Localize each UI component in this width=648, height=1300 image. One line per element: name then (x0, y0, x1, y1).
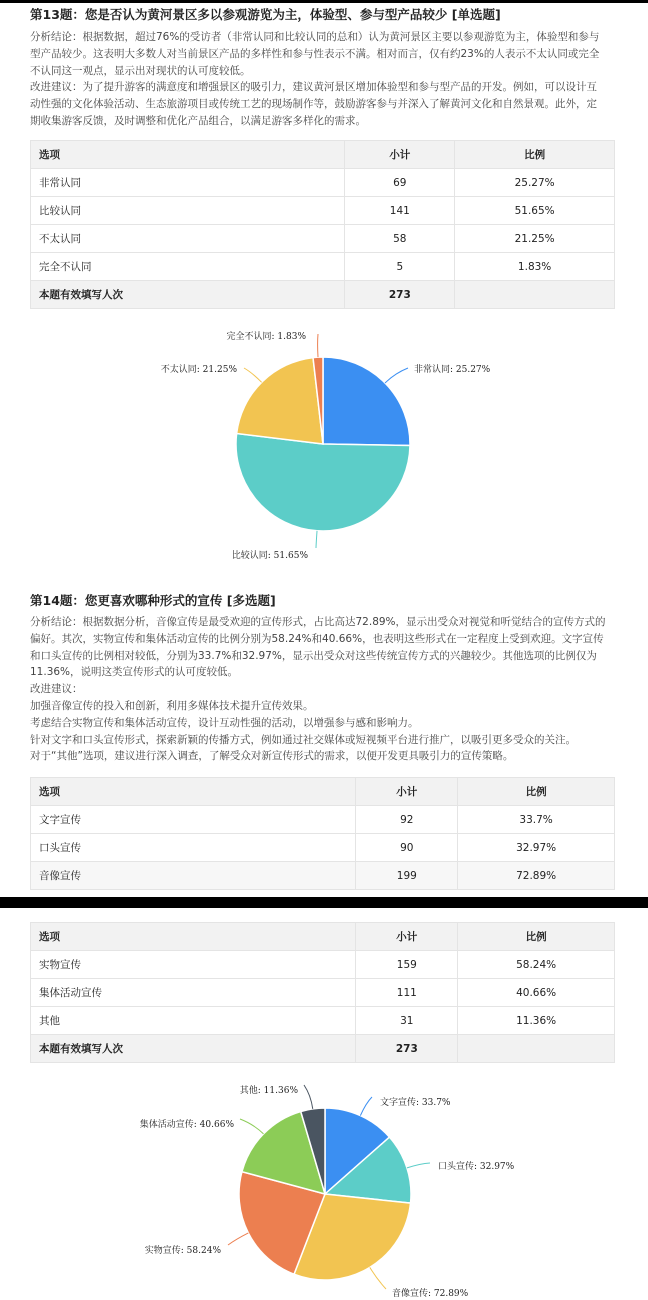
row-count: 159 (356, 951, 458, 979)
q13-slice-2 (236, 434, 410, 531)
q13-line: 动性强的文化体验活动、生态旅游项目或传统工艺的现场制作等，鼓励游客参与并深入了解黄河文化和自然景观。此外，定 (30, 98, 597, 111)
top-bar (0, 0, 648, 3)
table-footer-row (31, 1035, 615, 1063)
q14-line: 和口头宣传的比例相对较低，分别为33.7%和32.97%，显示出受众对这些传统宣传方式的兴趣较少。其他选项的比例仅为 (30, 649, 597, 662)
row-ratio: 33.7% (458, 806, 615, 834)
q14-label-5: 集体活动宣传: 40.66% (139, 1120, 234, 1130)
q13-slice-1 (323, 357, 410, 445)
q14-leader-4 (228, 1233, 248, 1245)
q13-table (30, 140, 615, 309)
row-ratio: 40.66% (458, 979, 615, 1007)
q14-line: 针对文字和口头宣传形式，探索新颖的传播方式，例如通过社交媒体或短视频平台进行推广，以吸引更多受众的关注。 (30, 733, 576, 746)
q14-leader-1 (360, 1097, 372, 1116)
q14-line: 考虑结合实物宣传和集体活动宣传，设计互动性强的活动，以增强参与感和影响力。 (30, 716, 419, 729)
row-option: 其他 (31, 1007, 356, 1035)
table-footer-row (31, 281, 615, 309)
row-ratio: 51.65% (455, 197, 615, 225)
row-ratio: 72.89% (458, 862, 615, 890)
q14-line: 11.36%，说明这类宣传形式的认可度较低。 (30, 666, 239, 679)
row-ratio: 21.25% (455, 225, 615, 253)
q13-leader-1 (385, 368, 408, 383)
header-count: 小计 (345, 141, 455, 169)
q14-line: 偏好。其次，实物宣传和集体活动宣传的比例分别为58.24%和40.66%，也表明这些形式在一定程度上受到欢迎。文字宣传 (30, 632, 604, 645)
q14-pie-chart (0, 1075, 648, 1300)
q14-line: 加强音像宣传的投入和创新，利用多媒体技术提升宣传效果。 (30, 699, 314, 712)
row-option: 不太认同 (31, 225, 345, 253)
q13-line: 分析结论：根据数据，超过76%的受访者（非常认同和比较认同的总和）认为黄河景区主要以参观游览为主，体验型和参与 (30, 31, 600, 43)
q13-line: 改进建议：为了提升游客的满意度和增强景区的吸引力，建议黄河景区增加体验型和参与型产品的开发。例如，可以设计互 (30, 81, 597, 94)
row-option: 非常认同 (31, 169, 345, 197)
q13-leader-2 (316, 531, 317, 548)
footer-label: 本题有效填写人次 (31, 281, 345, 309)
q14-leader-5 (240, 1119, 263, 1134)
table-row (31, 197, 615, 225)
q14-table-part2 (30, 922, 615, 1063)
row-ratio: 32.97% (458, 834, 615, 862)
q13-analysis (30, 29, 615, 130)
q13-title: 第13题：您是否认为黄河景区多以参观游览为主，体验型、参与型产品较少 [单选题] (30, 7, 501, 22)
row-count: 92 (356, 806, 458, 834)
q14-line: 分析结论：根据数据分析，音像宣传是最受欢迎的宣传形式，占比高达72.89%，显示出受众对视觉和听觉结合的宣传方式的 (30, 616, 606, 628)
row-count: 31 (356, 1007, 458, 1035)
q14-table-part1 (30, 777, 615, 890)
header-option: 选项 (31, 923, 356, 951)
table-row (31, 1007, 615, 1035)
row-option: 文字宣传 (31, 806, 356, 834)
q13-line: 不认同这一观点，显示出对现状的认可度较低。 (30, 64, 251, 77)
header-ratio: 比例 (455, 141, 615, 169)
footer-empty (458, 1035, 615, 1063)
header-option: 选项 (31, 141, 345, 169)
row-ratio: 25.27% (455, 169, 615, 197)
row-option: 实物宣传 (31, 951, 356, 979)
row-count: 141 (345, 197, 455, 225)
footer-label: 本题有效填写人次 (31, 1035, 356, 1063)
table-row (31, 834, 615, 862)
q13-label-2: 比较认同: 51.65% (231, 551, 308, 561)
q13-label-3: 不太认同: 21.25% (160, 365, 237, 375)
header-option: 选项 (31, 778, 356, 806)
q13-slice-3 (237, 358, 323, 444)
q14-label-6: 其他: 11.36% (239, 1086, 298, 1096)
q14-line: 改进建议： (30, 683, 83, 696)
row-option: 完全不认同 (31, 253, 345, 281)
row-count: 90 (356, 834, 458, 862)
header-count: 小计 (356, 923, 458, 951)
table-row (31, 951, 615, 979)
table-header-row (31, 141, 615, 169)
row-count: 111 (356, 979, 458, 1007)
table-row (31, 806, 615, 834)
row-option: 比较认同 (31, 197, 345, 225)
header-ratio: 比例 (458, 778, 615, 806)
table-header-row (31, 778, 615, 806)
q14-leader-3 (370, 1267, 386, 1289)
header-ratio: 比例 (458, 923, 615, 951)
footer-count: 273 (356, 1035, 458, 1063)
q14-analysis (30, 614, 615, 765)
table-header-row (31, 923, 615, 951)
table-row (31, 225, 615, 253)
row-ratio: 1.83% (455, 253, 615, 281)
q14-label-3: 音像宣传: 72.89% (392, 1289, 469, 1299)
row-option: 音像宣传 (31, 862, 356, 890)
q13-label-1: 非常认同: 25.27% (414, 365, 491, 375)
q13-label-4: 完全不认同: 1.83% (226, 332, 306, 342)
page-break-divider (0, 897, 648, 908)
q14-leader-6 (304, 1085, 313, 1109)
q14-label-1: 文字宣传: 33.7% (380, 1098, 451, 1108)
table-row (31, 253, 615, 281)
q13-line: 期收集游客反馈，及时调整和优化产品组合，以满足游客多样化的需求。 (30, 114, 366, 127)
table-row (31, 862, 615, 890)
row-ratio: 58.24% (458, 951, 615, 979)
q14-label-2: 口头宣传: 32.97% (438, 1162, 515, 1172)
row-count: 199 (356, 862, 458, 890)
q14-title: 第14题：您更喜欢哪种形式的宣传 [多选题] (30, 593, 276, 608)
q13-pie-chart (0, 320, 648, 570)
row-option: 集体活动宣传 (31, 979, 356, 1007)
row-ratio: 11.36% (458, 1007, 615, 1035)
footer-count: 273 (345, 281, 455, 309)
row-count: 69 (345, 169, 455, 197)
row-count: 58 (345, 225, 455, 253)
q13-leader-3 (244, 368, 262, 382)
q14-leader-2 (407, 1163, 430, 1168)
row-count: 5 (345, 253, 455, 281)
q14-line: 对于“其他”选项，建议进行深入调查，了解受众对新宣传形式的需求，以便开发更具吸引力的宣传策略。 (30, 750, 514, 763)
footer-empty (455, 281, 615, 309)
q14-label-4: 实物宣传: 58.24% (144, 1246, 221, 1256)
table-row (31, 979, 615, 1007)
row-option: 口头宣传 (31, 834, 356, 862)
header-count: 小计 (356, 778, 458, 806)
q13-line: 型产品较少。这表明大多数人对当前景区产品的多样性和参与性表示不满。相对而言，仅有约23%的人表示不太认同或完全 (30, 47, 600, 60)
table-row (31, 169, 615, 197)
